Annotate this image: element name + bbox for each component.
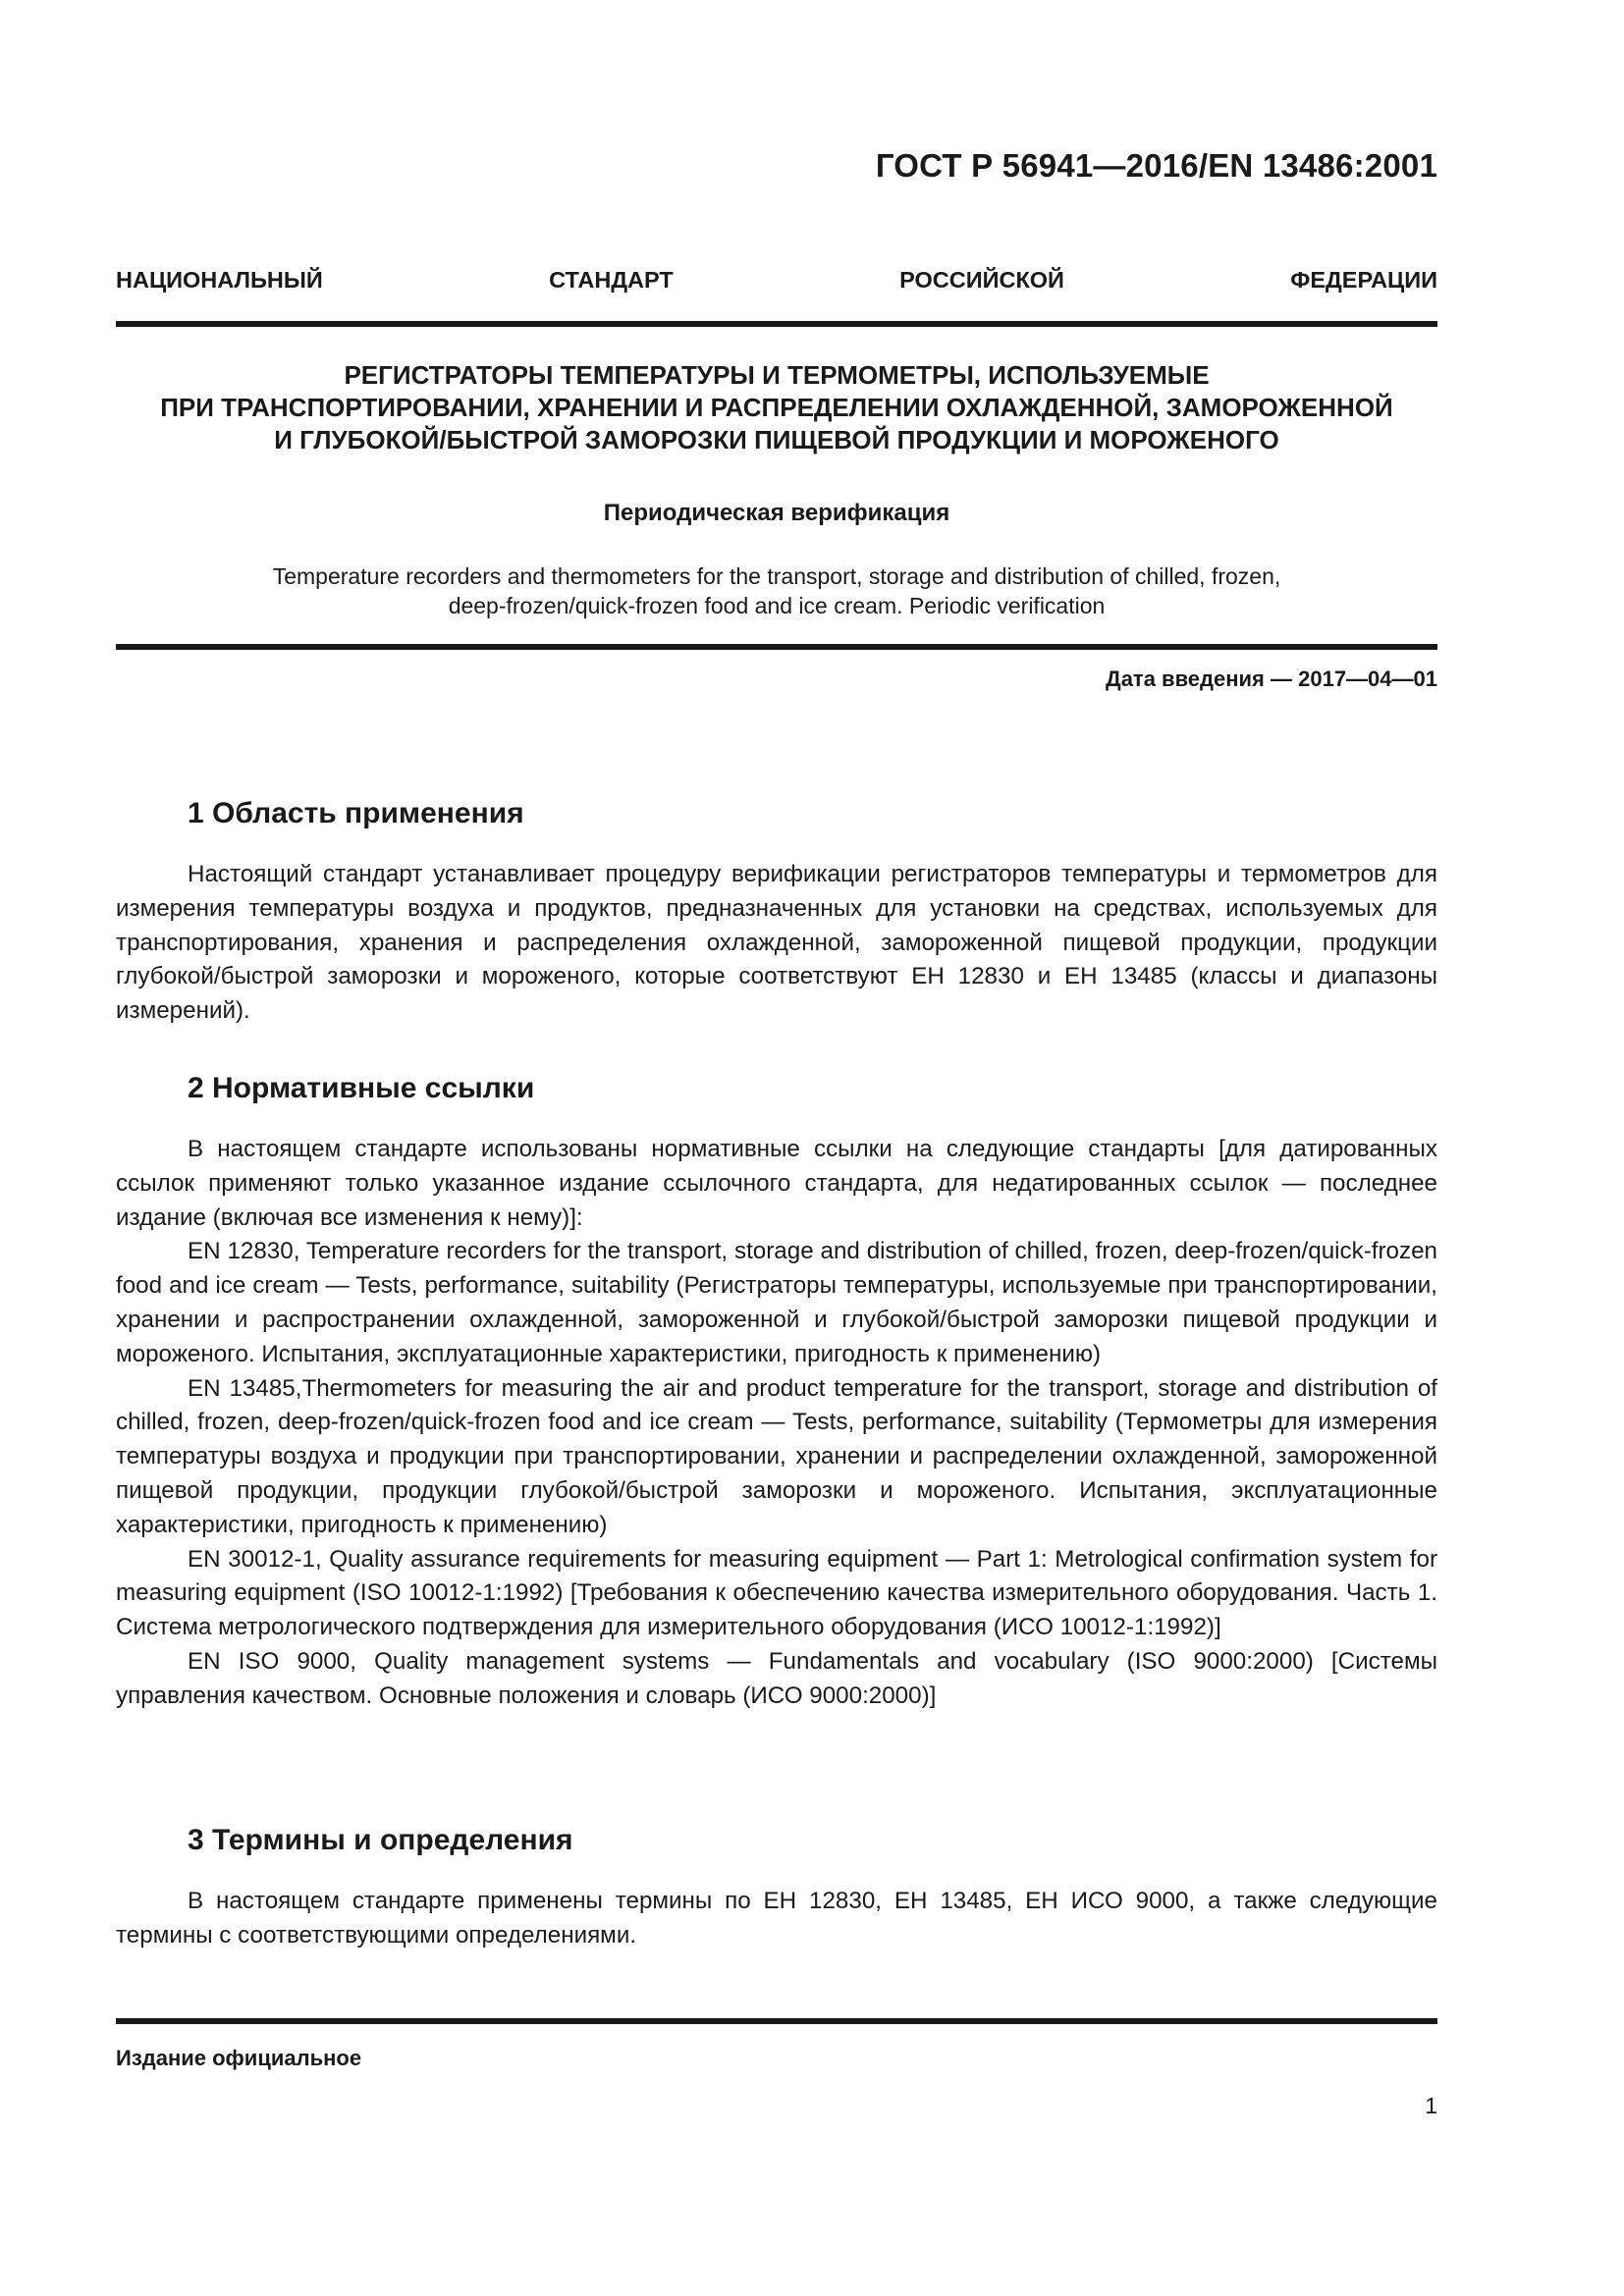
english-title-line: Temperature recorders and thermometers for the transport, storage and distribution of chilled, frozen, <box>272 563 1281 589</box>
section-body-scope <box>116 858 1437 1029</box>
title-line: РЕГИСТРАТОРЫ ТЕМПЕРАТУРЫ И ТЕРМОМЕТРЫ, ИСПОЛЬЗУЕМЫЕ <box>344 360 1210 390</box>
standard-designation: ГОСТ Р 56941—2016/EN 13486:2001 <box>875 147 1437 184</box>
section-body-normative-references <box>116 1133 1437 1714</box>
title-line: И ГЛУБОКОЙ/БЫСТРОЙ ЗАМОРОЗКИ ПИЩЕВОЙ ПРОДУКЦИИ И МОРОЖЕНОГО <box>274 425 1279 454</box>
divider-footer <box>116 2018 1437 2024</box>
section-heading-scope: 1 Область применения <box>188 797 524 829</box>
section-heading-terms: 3 Термины и определения <box>188 1824 573 1856</box>
paragraph: EN 30012-1, Quality assurance requirements for measuring equipment — Part 1: Metrological confirmation system for measuring equipment (ISO 10012-1:1992) [Требования к обеспечению качества измерительного оборудования. Часть 1. Система метрологического подтверждения для измерительного оборудования (ИСО 10012-1:1992)] <box>116 1545 1437 1641</box>
official-edition-label: Издание официальное <box>116 2046 362 2070</box>
paragraph: EN 13485,Thermometers for measuring the air and product temperature for the transport, storage and distribution of chilled, frozen, deep-frozen/quick-frozen food and ice cream — Tests, performance, suitability (Термометры для измерения температуры воздуха и продукции при транспортировании, хранении и распределении охлажденной, замороженной пищевой продукции, продукции глубокой/быстрой заморозки и мороженого. Испытания, эксплуатационные характеристики, пригодность к применению) <box>116 1374 1437 1538</box>
section-body-terms <box>116 1885 1437 1953</box>
national-standard-banner: НАЦИОНАЛЬНЫЙ СТАНДАРТ РОССИЙСКОЙ ФЕДЕРАЦИИ <box>116 267 1437 293</box>
divider-title <box>116 644 1437 650</box>
paragraph: Настоящий стандарт устанавливает процедуру верификации регистраторов температуры и термометров для измерения температуры воздуха и продуктов, предназначенных для установки на средствах, используемых для транспортирования, хранения и распределения охлажденной, замороженной пищевой продукции, продукции глубокой/быстрой заморозки и мороженого, которые соответствуют ЕН 12830 и ЕН 13485 (классы и диапазоны измерений). <box>116 861 1437 1025</box>
document-title <box>116 359 1437 456</box>
paragraph: EN ISO 9000, Quality management systems — Fundamentals and vocabulary (ISO 9000:2000) [Системы управления качеством. Основные положения и словарь (ИСО 9000:2000)] <box>116 1647 1437 1709</box>
title-line: ПРИ ТРАНСПОРТИРОВАНИИ, ХРАНЕНИИ И РАСПРЕДЕЛЕНИИ ОХЛАЖДЕННОЙ, ЗАМОРОЖЕННОЙ <box>160 393 1393 422</box>
english-title <box>116 561 1437 620</box>
introduction-date: Дата введения — 2017—04—01 <box>1106 667 1437 691</box>
paragraph: В настоящем стандарте применены термины по ЕН 12830, ЕН 13485, ЕН ИСО 9000, а также следующие термины с соответствующими определениями. <box>116 1888 1437 1949</box>
page-number: 1 <box>1425 2093 1437 2118</box>
divider-top <box>116 321 1437 327</box>
section-heading-normative-references: 2 Нормативные ссылки <box>188 1072 535 1104</box>
document-subtitle: Периодическая верификация <box>603 500 950 526</box>
paragraph: EN 12830, Temperature recorders for the transport, storage and distribution of chilled, frozen, deep-frozen/quick-frozen food and ice cream — Tests, performance, suitability (Регистраторы температуры, используемые при транспортировании, хранении и распространении охлажденной, замороженной и глубокой/быстрой заморозки пищевой продукции и мороженого. Испытания, эксплуатационные характеристики, пригодность к применению) <box>116 1238 1437 1367</box>
paragraph: В настоящем стандарте использованы нормативные ссылки на следующие стандарты [для датированных ссылок применяют только указанное издание ссылочного стандарта, для недатированных ссылок — последнее издание (включая все изменения к нему)]: <box>116 1136 1437 1231</box>
english-title-line: deep-frozen/quick-frozen food and ice cream. Periodic verification <box>448 593 1106 618</box>
